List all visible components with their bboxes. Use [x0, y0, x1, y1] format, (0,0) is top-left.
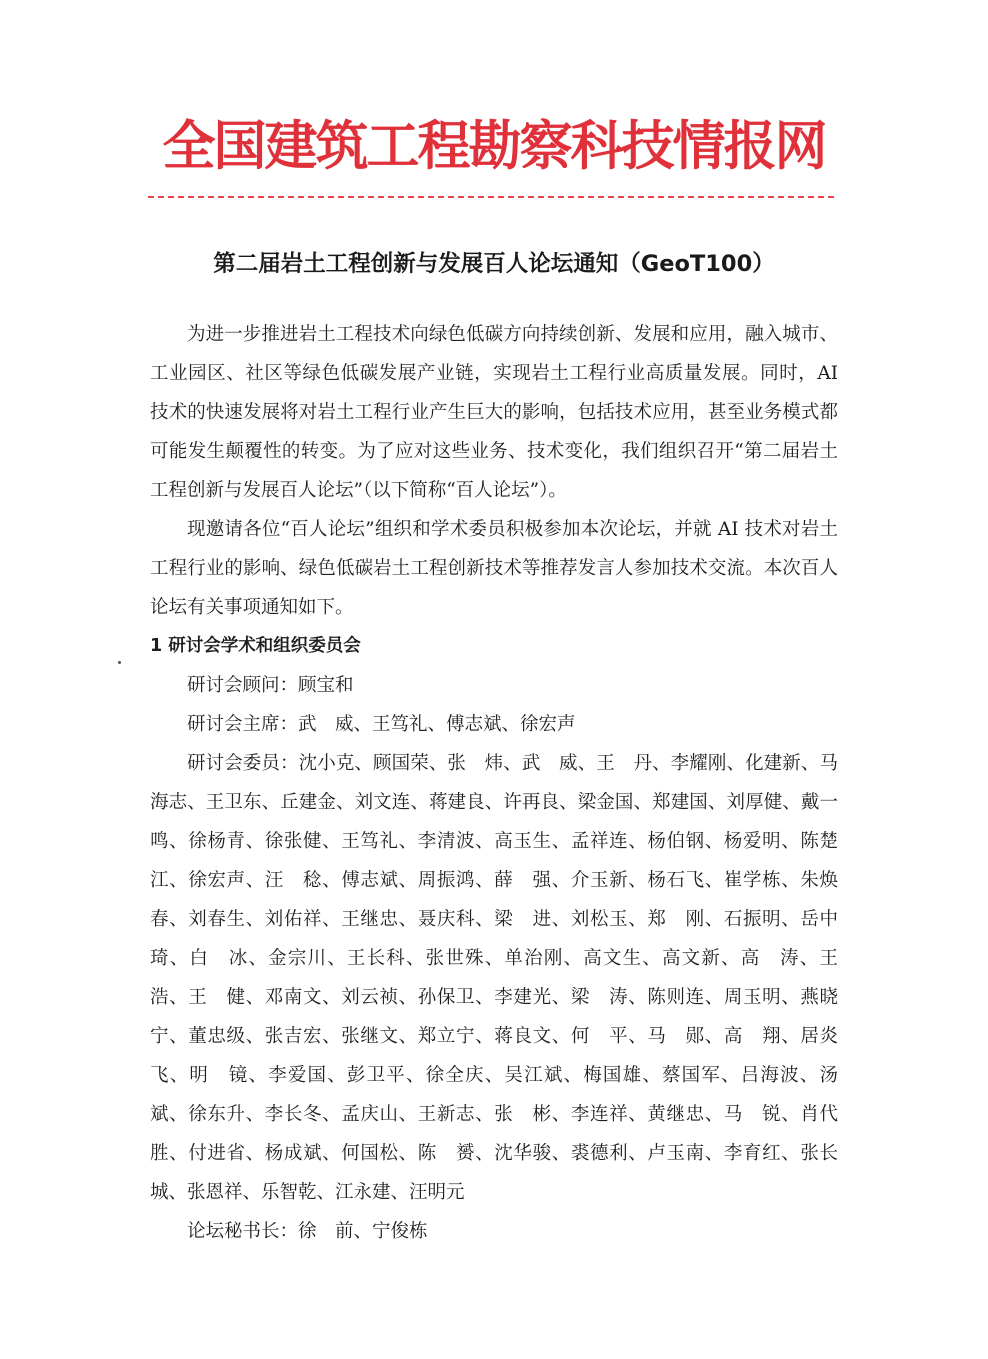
committee-members: 研讨会委员：沈小克、顾国荣、张 炜、武 威、王 丹、李耀刚、化建新、马海志、王卫东、丘建金、刘文连、蒋建良、许再良、梁金国、郑建国、刘厚健、戴一鸣、徐杨青、徐张健、王笃礼、李清波、高玉生、孟祥连、杨伯钢、杨爱明、陈楚江、徐宏声、汪 稔、傅志斌、周振鸿、薛 强、介玉新、杨石飞、崔学栋、朱焕春、刘春生、刘佑祥、王继忠、聂庆科、梁 进、刘松玉、郑 刚、石振明、岳中琦、白 冰、金宗川、王长科、张世殊、单治刚、高文生、高文新、高 涛、王 浩、王 健、邓南文、刘云祯、孙保卫、李建光、梁 涛、陈则连、周玉明、燕晓宁、董忠级、张吉宏、张继文、郑立宁、蒋良文、何 平、马 郧、高 翔、居炎飞、明 镜、李爱国、彭卫平、徐全庆、吴江斌、梅国雄、蔡国军、吕海波、汤 斌、徐东升、李长冬、孟庆山、王新志、张 彬、李连祥、黄继忠、马 锐、肖代胜、付进省、杨成斌、何国松、陈 赟、沈华骏、裘德利、卢玉南、李育红、张长城、张恩祥、乐智乾、江永建、汪明元 [150, 753, 857, 1203]
masthead-title: 全国建筑工程勘察科技情报网 [162, 116, 826, 177]
intro-paragraph: 为进一步推进岩土工程技术向绿色低碳方向持续创新、发展和应用，融入城市、工业园区、社区等绿色低碳发展产业链，实现岩土工程行业高质量发展。同时，AI 技术的快速发展将对岩土工程行业产生巨大的影响，包括技术应用，甚至业务模式都可能发生颠覆性的转变。为了应对这些业务、技术变化，我们组织召开“第二届岩土工程创新与发展百人论坛”（以下简称“百人论坛”）。 [150, 324, 838, 501]
invitation-paragraph: 现邀请各位“百人论坛”组织和学术委员积极参加本次论坛，并就 AI 技术对岩土工程行业的影响、绿色低碳岩土工程创新技术等推荐发言人参加技术交流。本次百人论坛有关事项通知如下。 [150, 519, 838, 618]
notice-body [150, 315, 857, 1251]
masthead-divider [148, 196, 834, 198]
chairs-line: 研讨会主席：武 威、王笃礼、傅志斌、徐宏声 [187, 714, 576, 735]
advisor-line: 研讨会顾问：顾宝和 [187, 675, 354, 696]
notice-title: 第二届岩土工程创新与发展百人论坛通知（GeoT100） [213, 251, 775, 277]
section-1-heading: 1 研讨会学术和组织委员会 [150, 636, 361, 656]
secretary-line: 论坛秘书长：徐 前、宁俊栋 [187, 1221, 428, 1242]
scan-speck [118, 661, 121, 664]
